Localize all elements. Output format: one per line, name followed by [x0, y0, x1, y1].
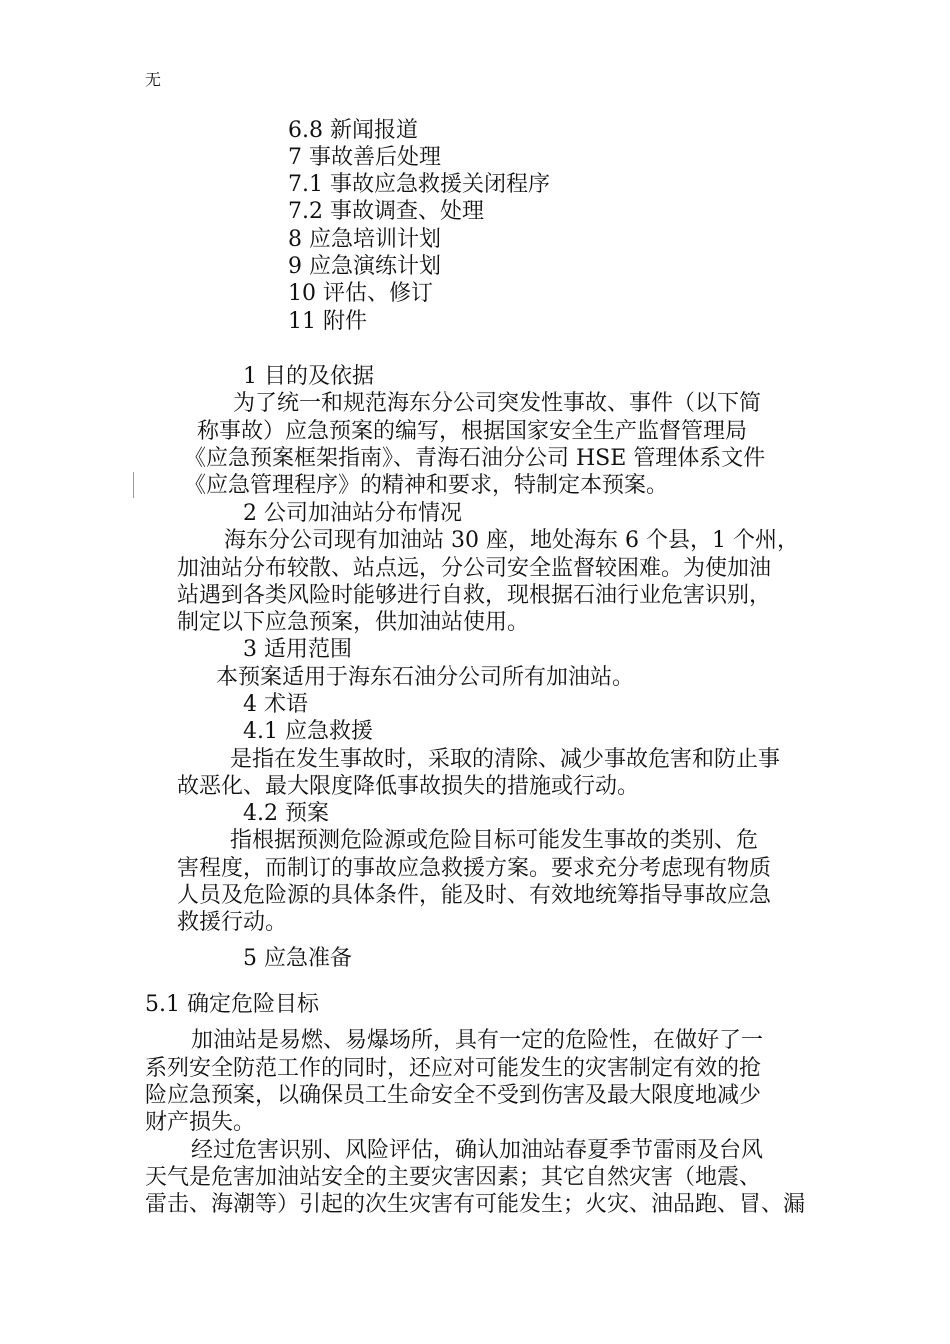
- toc-item: 7.2 事故调查、处理: [288, 199, 484, 224]
- paragraph-line: 人员及危险源的具体条件，能及时、有效地统筹指导事故应急: [177, 883, 772, 908]
- section-heading: 1 目的及依据: [243, 364, 374, 389]
- section-heading: 5 应急准备: [243, 946, 352, 971]
- section-heading: 3 适用范围: [243, 637, 352, 662]
- toc-item: 9 应急演练计划: [288, 254, 441, 279]
- paragraph-line: 害程度，而制订的事故应急救援方案。要求充分考虑现有物质: [177, 856, 772, 881]
- header-mark: 无: [145, 70, 162, 89]
- paragraph-line: 站遇到各类风险时能够进行自救，现根据石油行业危害识别，: [177, 583, 772, 608]
- paragraph-line: 是指在发生事故时，采取的清除、减少事故危害和防止事: [230, 747, 781, 772]
- paragraph-line: 称事故）应急预案的编写，根据国家安全生产监督管理局: [197, 419, 748, 444]
- paragraph-line: 加油站是易燃、易爆场所，具有一定的危险性，在做好了一: [191, 1028, 764, 1053]
- paragraph-line: 险应急预案，以确保员工生命安全不受到伤害及最大限度地减少: [145, 1083, 762, 1108]
- paragraph-line: 海东分公司现有加油站 30 座，地处海东 6 个县，1 个州，: [224, 528, 799, 553]
- paragraph-line: 指根据预测危险源或危险目标可能发生事故的类别、危: [230, 828, 759, 853]
- section-heading: 4 术语: [243, 692, 308, 717]
- paragraph-line: 雷击、海潮等）引起的次生灾害有可能发生；火灾、油品跑、冒、漏: [145, 1192, 806, 1217]
- paragraph-line: 为了统一和规范海东分公司突发性事故、事件（以下简: [233, 391, 762, 416]
- toc-item: 7.1 事故应急救援关闭程序: [288, 172, 550, 197]
- paragraph-line: 《应急管理程序》的精神和要求，特制定本预案。: [184, 473, 669, 498]
- toc-item: 7 事故善后处理: [288, 145, 441, 170]
- section-heading: 2 公司加油站分布情况: [243, 501, 462, 526]
- subsection-heading: 5.1 确定危险目标: [145, 992, 319, 1017]
- subsection-heading: 4.1 应急救援: [243, 719, 373, 744]
- paragraph-line: 经过危害识别、风险评估，确认加油站春夏季节雷雨及台风: [191, 1138, 764, 1163]
- paragraph-line: 系列安全防范工作的同时，还应对可能发生的灾害制定有效的抢: [145, 1056, 762, 1081]
- paragraph-line: 制定以下应急预案，供加油站使用。: [177, 610, 530, 635]
- text-cursor: [133, 472, 134, 498]
- toc-item: 8 应急培训计划: [288, 227, 441, 252]
- paragraph-line: 本预案适用于海东石油分公司所有加油站。: [216, 665, 635, 690]
- paragraph-line: 《应急预案框架指南》、青海石油分公司 HSE 管理体系文件: [184, 446, 766, 471]
- toc-item: 10 评估、修订: [288, 281, 433, 306]
- paragraph-line: 加油站分布较散、站点远，分公司安全监督较困难。为使加油: [177, 556, 772, 581]
- toc-item: 11 附件: [288, 309, 367, 334]
- subsection-heading: 4.2 预案: [243, 801, 329, 826]
- paragraph-line: 财产损失。: [145, 1110, 256, 1135]
- paragraph-line: 天气是危害加油站安全的主要灾害因素；其它自然灾害（地震、: [145, 1165, 762, 1190]
- paragraph-line: 救援行动。: [177, 910, 288, 935]
- toc-item: 6.8 新闻报道: [288, 118, 418, 143]
- paragraph-line: 故恶化、最大限度降低事故损失的措施或行动。: [177, 774, 640, 799]
